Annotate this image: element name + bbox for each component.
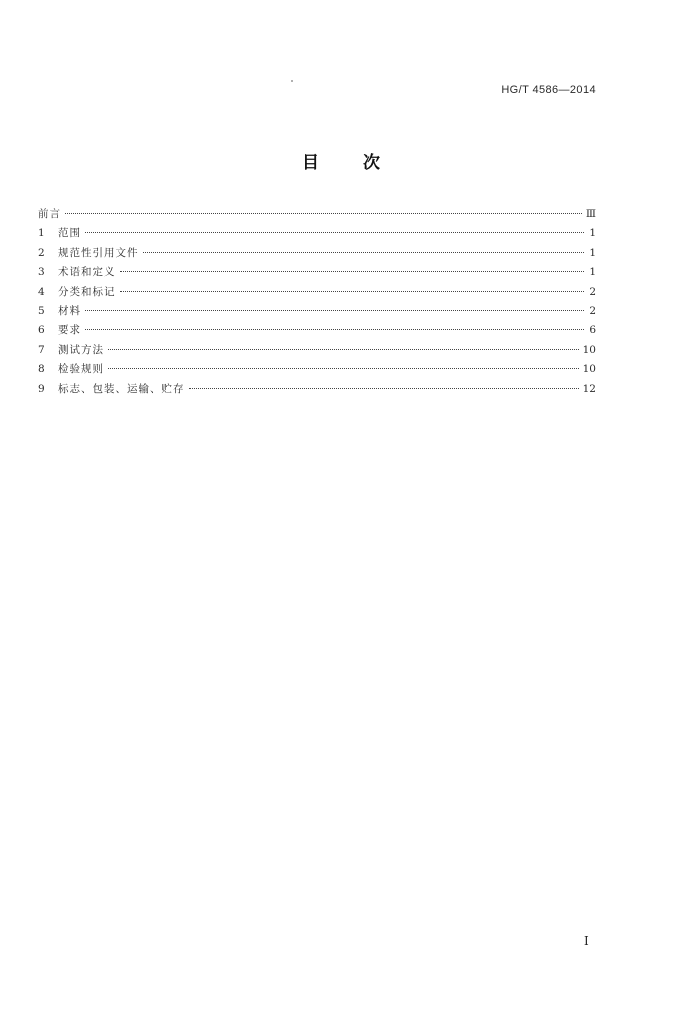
toc-entry-number: 6 xyxy=(38,324,45,337)
title-char-1: 目 xyxy=(302,153,319,173)
toc-entry-number: 9 xyxy=(38,382,45,395)
toc-entry-foreword[interactable] xyxy=(38,205,596,224)
toc-entry-page: 12 xyxy=(582,382,596,395)
toc-entry-label: 前言 xyxy=(38,208,61,220)
table-of-contents xyxy=(38,205,596,399)
toc-entry[interactable] xyxy=(38,283,596,302)
toc-entry-page: 2 xyxy=(589,285,596,298)
toc-entry-number: 2 xyxy=(38,246,45,259)
toc-entry-page: 10 xyxy=(582,363,596,376)
toc-entry-label: 范围 xyxy=(58,227,81,240)
toc-entry[interactable] xyxy=(38,302,596,321)
dot-leader xyxy=(108,368,579,369)
dot-leader xyxy=(120,271,585,272)
toc-entry-number: 8 xyxy=(38,363,45,376)
dot-leader xyxy=(120,291,585,292)
toc-entry[interactable] xyxy=(38,341,596,360)
toc-entry[interactable] xyxy=(38,321,596,340)
toc-entry-label: 测试方法 xyxy=(58,343,104,356)
toc-entry-number: 7 xyxy=(38,343,45,356)
scan-speck xyxy=(291,80,293,82)
toc-entry-label: 术语和定义 xyxy=(58,266,116,279)
standard-code: HG/T 4586—2014 xyxy=(501,84,596,96)
toc-entry-number: 1 xyxy=(38,227,45,240)
toc-entry-label: 分类和标记 xyxy=(58,285,116,298)
dot-leader xyxy=(85,232,584,233)
toc-entry-page: 2 xyxy=(589,304,596,317)
toc-entry-page: 1 xyxy=(589,227,596,240)
toc-entry[interactable] xyxy=(38,263,596,282)
page-title xyxy=(0,148,682,173)
toc-entry-number: 5 xyxy=(38,304,45,317)
toc-entry-page: Ⅲ xyxy=(585,208,596,220)
toc-entry-page: 6 xyxy=(589,324,596,337)
dot-leader xyxy=(85,310,584,311)
toc-entry[interactable] xyxy=(38,224,596,243)
toc-entry[interactable] xyxy=(38,360,596,379)
toc-entry-number: 3 xyxy=(38,266,45,279)
toc-entry-label: 标志、包装、运输、贮存 xyxy=(58,382,185,395)
toc-entry-label: 检验规则 xyxy=(58,363,104,376)
toc-entry-label: 材料 xyxy=(58,304,81,317)
dot-leader xyxy=(189,388,579,389)
dot-leader xyxy=(65,213,582,214)
dot-leader xyxy=(143,252,585,253)
toc-entry[interactable] xyxy=(38,380,596,399)
toc-entry-page: 1 xyxy=(589,266,596,279)
toc-entry[interactable] xyxy=(38,244,596,263)
toc-entry-page: 10 xyxy=(582,343,596,356)
toc-entry-label: 规范性引用文件 xyxy=(58,246,139,259)
dot-leader xyxy=(108,349,579,350)
title-char-2: 次 xyxy=(363,153,380,173)
toc-entry-page: 1 xyxy=(589,246,596,259)
page-number: I xyxy=(584,934,589,948)
dot-leader xyxy=(85,329,584,330)
toc-entry-label: 要求 xyxy=(58,324,81,337)
toc-entry-number: 4 xyxy=(38,285,45,298)
